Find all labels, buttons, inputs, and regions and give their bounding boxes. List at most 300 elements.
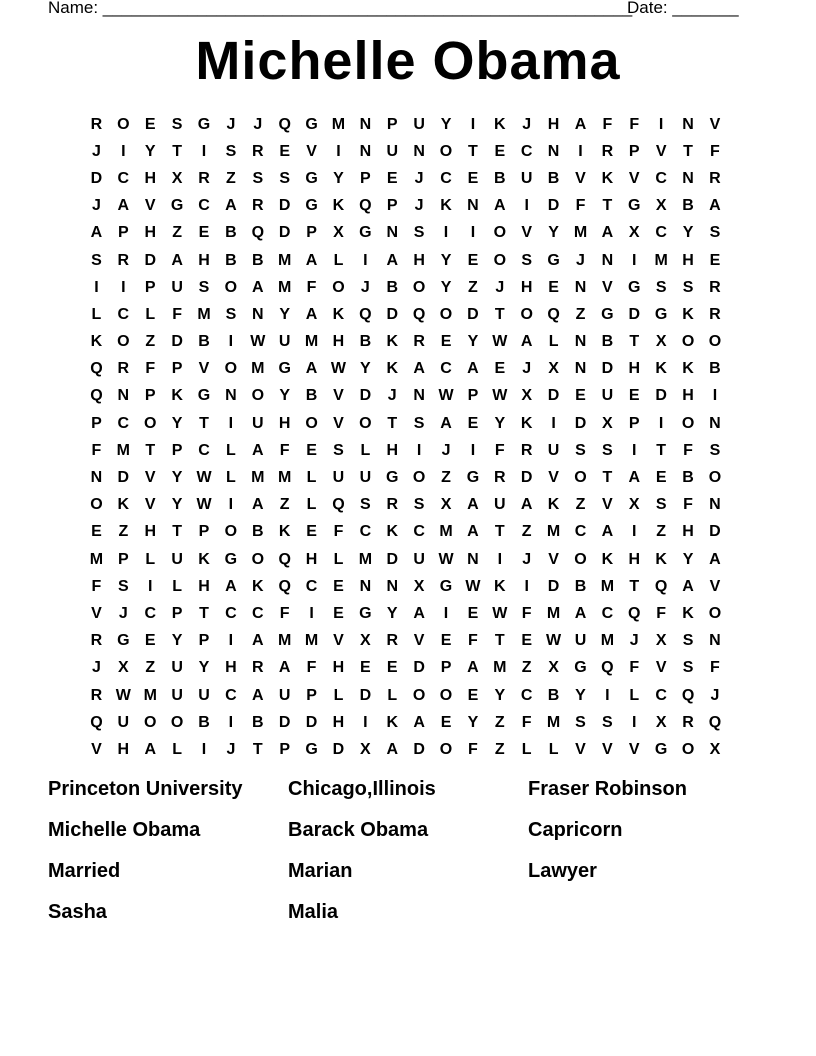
grid-letter: V [628,169,640,187]
grid-letter: L [306,469,317,487]
grid-letter: N [574,360,587,378]
grid-letter: C [225,604,237,622]
grid-letter: M [278,632,292,650]
grid-letter: Q [278,577,291,595]
grid-letter: B [225,224,237,242]
grid-letter: G [305,740,318,758]
grid-letter: G [305,169,318,187]
grid-letter: P [171,360,183,378]
grid-letter: L [172,577,182,595]
grid-letter: B [305,387,318,405]
grid-letter: L [387,686,398,704]
grid-letter: U [547,441,560,459]
grid-letter: R [601,142,614,160]
grid-letter: N [709,632,721,650]
grid-letter: P [91,414,102,432]
grid-letter: L [629,686,640,704]
grid-letter: H [520,278,533,296]
grid-letter: C [655,169,667,187]
grid-letter: E [306,441,317,459]
grid-letter: W [250,333,266,351]
grid-letter: E [144,115,156,133]
grid-letter: D [467,305,479,323]
grid-letter: Z [441,469,451,487]
grid-letter: Y [198,659,210,677]
grid-letter: Q [654,577,668,595]
word-list-item: Married [48,860,121,882]
grid-letter: K [117,496,130,514]
grid-letter: U [359,469,372,487]
grid-letter: C [520,142,533,160]
grid-letter: U [386,142,399,160]
grid-letter: A [413,360,425,378]
grid-letter: L [333,686,344,704]
grid-row [83,247,733,274]
grid-letter: N [467,550,479,568]
grid-letter: B [198,333,210,351]
grid-letter: I [470,441,476,459]
grid-letter: R [252,142,264,160]
grid-letter: X [360,740,371,758]
grid-letter: M [358,550,373,568]
grid-letter: P [118,224,129,242]
grid-letter: S [413,224,425,242]
grid-letter: I [551,414,556,432]
grid-row [83,383,733,410]
grid-letter: B [574,577,587,595]
grid-letter: L [360,441,371,459]
grid-letter: A [90,224,103,242]
grid-letter: R [252,197,264,215]
grid-letter: V [575,169,586,187]
word-list-item: Malia [288,901,339,923]
grid-letter: N [359,142,372,160]
grid-letter: B [252,713,264,731]
grid-letter: C [440,169,452,187]
grid-letter: B [494,169,506,187]
grid-letter: H [117,740,130,758]
grid-letter: F [575,197,586,215]
grid-letter: D [278,224,291,242]
grid-letter: H [413,251,425,269]
grid-letter: J [441,441,451,459]
grid-letter: R [413,333,425,351]
grid-letter: R [252,659,264,677]
grid-letter: Y [144,142,156,160]
grid-letter: M [197,305,211,323]
grid-letter: V [91,604,102,622]
grid-letter: Z [494,713,505,731]
grid-letter: D [278,197,291,215]
grid-letter: W [492,604,508,622]
grid-letter: N [413,142,425,160]
grid-letter: Y [171,496,183,514]
grid-letter: Z [494,740,505,758]
grid-letter: P [306,686,317,704]
grid-letter: G [601,305,614,323]
grid-letter: K [252,577,264,595]
grid-letter: Y [279,387,291,405]
grid-letter: K [601,169,614,187]
grid-letter: G [359,224,372,242]
grid-letter: S [413,496,425,514]
grid-letter: E [386,659,398,677]
grid-letter: U [601,387,614,405]
grid-letter: L [548,740,559,758]
grid-letter: X [602,414,613,432]
grid-letter: V [144,496,156,514]
grid-row [83,682,733,709]
grid-letter: U [252,414,264,432]
grid-letter: R [494,469,506,487]
grid-letter: O [439,686,453,704]
grid-row [83,600,733,627]
grid-letter: J [91,142,101,160]
grid-letter: Z [279,496,290,514]
grid-letter: E [91,523,102,541]
grid-row [83,492,733,519]
grid-letter: F [683,496,693,514]
grid-letter: O [708,469,722,487]
grid-letter: Q [90,387,103,405]
grid-letter: H [332,659,345,677]
grid-letter: O [574,550,587,568]
grid-letter: D [547,577,560,595]
grid-letter: G [197,115,211,133]
grid-letter: J [495,278,505,296]
grid-letter: E [467,414,479,432]
grid-letter: C [440,360,452,378]
grid-letter: A [252,278,264,296]
grid-letter: J [414,197,424,215]
grid-letter: H [628,550,641,568]
grid-letter: S [655,278,667,296]
grid-letter: N [252,305,264,323]
grid-letter: X [628,224,640,242]
grid-letter: A [467,659,479,677]
grid-letter: E [360,659,371,677]
grid-letter: J [414,169,424,187]
grid-letter: U [117,713,130,731]
grid-letter: Y [440,278,452,296]
grid-letter: V [548,550,559,568]
grid-letter: H [305,550,318,568]
grid-letter: O [681,414,695,432]
grid-letter: D [386,550,399,568]
grid-letter: H [682,387,694,405]
grid-letter: S [333,441,344,459]
grid-letter: C [198,441,210,459]
grid-letter: I [470,224,476,242]
grid-letter: U [278,686,291,704]
grid-letter: M [278,278,292,296]
grid-letter: K [198,550,210,568]
date-field-label: Date: _______ [627,0,739,17]
grid-letter: X [440,496,452,514]
grid-letter: S [225,305,237,323]
grid-letter: U [198,686,210,704]
grid-letter: W [492,387,508,405]
grid-letter: Z [575,305,586,323]
grid-letter: I [121,142,126,160]
grid-letter: D [547,387,560,405]
grid-letter: K [278,523,291,541]
grid-letter: Q [332,496,345,514]
grid-row [83,437,733,464]
grid-row [83,628,733,655]
grid-letter: F [468,632,478,650]
grid-letter: C [413,523,425,541]
grid-letter: Y [548,224,559,242]
grid-letter: D [709,523,721,541]
grid-letter: Z [118,523,129,541]
grid-row [83,274,733,301]
grid-letter: O [681,333,695,351]
grid-letter: A [709,197,721,215]
grid-letter: Z [145,659,156,677]
grid-letter: L [172,740,182,758]
grid-letter: N [574,278,587,296]
grid-letter: T [602,469,613,487]
grid-letter: O [439,305,453,323]
grid-letter: S [360,496,371,514]
grid-letter: Y [386,604,398,622]
grid-letter: B [682,197,694,215]
grid-letter: A [413,604,425,622]
grid-letter: P [360,169,371,187]
grid-letter: R [90,632,103,650]
grid-letter: P [198,523,210,541]
grid-letter: M [304,632,319,650]
grid-letter: I [605,686,610,704]
grid-letter: G [628,278,641,296]
name-field-label: Name: ________________________________________________________ [48,0,633,17]
grid-letter: T [494,632,505,650]
grid-letter: I [443,604,449,622]
grid-letter: D [413,659,425,677]
grid-letter: M [439,523,453,541]
grid-letter: E [333,577,344,595]
grid-letter: R [117,251,130,269]
grid-letter: P [198,632,210,650]
grid-letter: O [412,686,426,704]
grid-letter: V [602,496,613,514]
grid-letter: J [522,550,532,568]
grid-letter: S [171,115,183,133]
grid-letter: U [171,550,183,568]
grid-letter: I [201,740,207,758]
grid-letter: C [359,523,372,541]
grid-letter: P [144,278,156,296]
grid-letter: G [654,740,668,758]
grid-letter: F [279,604,290,622]
grid-letter: L [145,550,156,568]
word-list-item: Capricorn [528,819,623,841]
grid-letter: M [251,469,265,487]
grid-letter: O [520,305,533,323]
grid-letter: O [251,550,265,568]
grid-letter: X [118,659,129,677]
grid-letter: A [278,659,291,677]
grid-letter: A [305,360,318,378]
grid-letter: O [224,523,238,541]
grid-letter: S [91,251,102,269]
grid-letter: I [148,577,153,595]
grid-letter: I [416,441,422,459]
grid-letter: Y [494,686,506,704]
grid-row [83,546,733,573]
grid-letter: R [386,496,399,514]
grid-letter: K [171,387,183,405]
grid-letter: M [546,713,561,731]
grid-letter: N [117,387,130,405]
grid-letter: X [548,360,559,378]
grid-letter: D [90,169,103,187]
grid-letter: X [333,224,344,242]
grid-letter: I [228,333,234,351]
grid-letter: J [522,115,532,133]
grid-letter: P [386,115,398,133]
grid-row [83,329,733,356]
grid-letter: Q [628,604,641,622]
grid-letter: E [467,604,479,622]
grid-letter: I [94,278,99,296]
grid-letter: G [305,115,318,133]
grid-letter: Y [494,414,506,432]
word-search-grid [83,111,733,764]
grid-letter: H [144,523,156,541]
grid-letter: Z [172,224,182,242]
grid-letter: C [305,577,318,595]
grid-letter: L [145,305,156,323]
grid-letter: Z [226,169,236,187]
grid-letter: V [575,740,586,758]
grid-letter: S [252,169,264,187]
grid-letter: T [629,577,640,595]
grid-letter: R [90,115,103,133]
grid-row [83,138,733,165]
grid-letter: D [278,713,291,731]
grid-letter: Y [440,251,452,269]
grid-letter: N [386,577,399,595]
grid-letter: E [655,469,667,487]
grid-letter: Y [171,469,183,487]
grid-letter: O [708,333,722,351]
grid-letter: F [91,577,102,595]
grid-letter: P [171,604,183,622]
grid-letter: A [628,469,641,487]
grid-letter: W [196,496,212,514]
grid-letter: E [440,333,452,351]
grid-letter: A [117,197,130,215]
grid-letter: Q [359,197,372,215]
grid-letter: T [199,414,209,432]
grid-letter: K [682,604,694,622]
grid-letter: N [682,115,694,133]
grid-letter: A [440,414,452,432]
grid-letter: V [602,740,613,758]
grid-row [83,573,733,600]
grid-letter: X [360,632,371,650]
grid-row [83,220,733,247]
grid-letter: A [601,224,614,242]
grid-letter: C [655,224,667,242]
grid-letter: M [546,523,561,541]
grid-letter: I [228,496,234,514]
grid-letter: D [413,740,425,758]
grid-letter: W [546,632,562,650]
grid-letter: T [494,523,505,541]
grid-letter: X [655,333,667,351]
grid-letter: O [117,115,130,133]
grid-letter: N [682,169,694,187]
grid-letter: F [279,441,290,459]
grid-letter: H [332,713,345,731]
grid-letter: T [494,305,505,323]
grid-letter: Y [171,414,183,432]
grid-letter: R [90,686,103,704]
grid-letter: Y [360,360,371,378]
grid-letter: F [683,441,693,459]
grid-letter: V [548,469,559,487]
grid-letter: F [306,659,317,677]
grid-letter: A [520,496,533,514]
grid-letter: K [520,414,533,432]
grid-letter: U [278,333,291,351]
grid-letter: T [468,142,478,160]
grid-letter: K [332,197,345,215]
grid-letter: Q [278,115,291,133]
grid-letter: F [656,604,667,622]
grid-letter: Q [278,550,291,568]
grid-letter: O [439,740,453,758]
grid-letter: G [574,659,587,677]
grid-letter: E [440,713,452,731]
grid-letter: C [117,305,130,323]
grid-letter: M [573,224,588,242]
grid-letter: I [121,278,126,296]
grid-letter: T [199,604,209,622]
grid-letter: J [226,740,236,758]
grid-letter: V [709,577,721,595]
grid-letter: A [305,305,318,323]
grid-row [83,410,733,437]
grid-letter: O [117,333,130,351]
grid-letter: A [682,577,694,595]
grid-letter: C [117,169,130,187]
grid-letter: O [493,224,507,242]
grid-letter: O [251,387,265,405]
grid-letter: O [412,278,426,296]
grid-letter: F [521,713,532,731]
grid-letter: N [359,577,372,595]
grid-letter: L [333,550,344,568]
grid-letter: D [547,197,560,215]
grid-letter: R [682,713,694,731]
word-list-item: Michelle Obama [48,819,201,841]
grid-letter: G [278,360,291,378]
grid-letter: S [655,496,667,514]
grid-letter: V [602,278,613,296]
grid-letter: K [547,496,560,514]
grid-letter: N [574,333,587,351]
grid-letter: E [467,251,479,269]
grid-letter: R [117,360,130,378]
grid-letter: N [359,115,372,133]
grid-letter: N [547,142,560,160]
grid-letter: G [466,469,480,487]
grid-letter: I [578,142,583,160]
